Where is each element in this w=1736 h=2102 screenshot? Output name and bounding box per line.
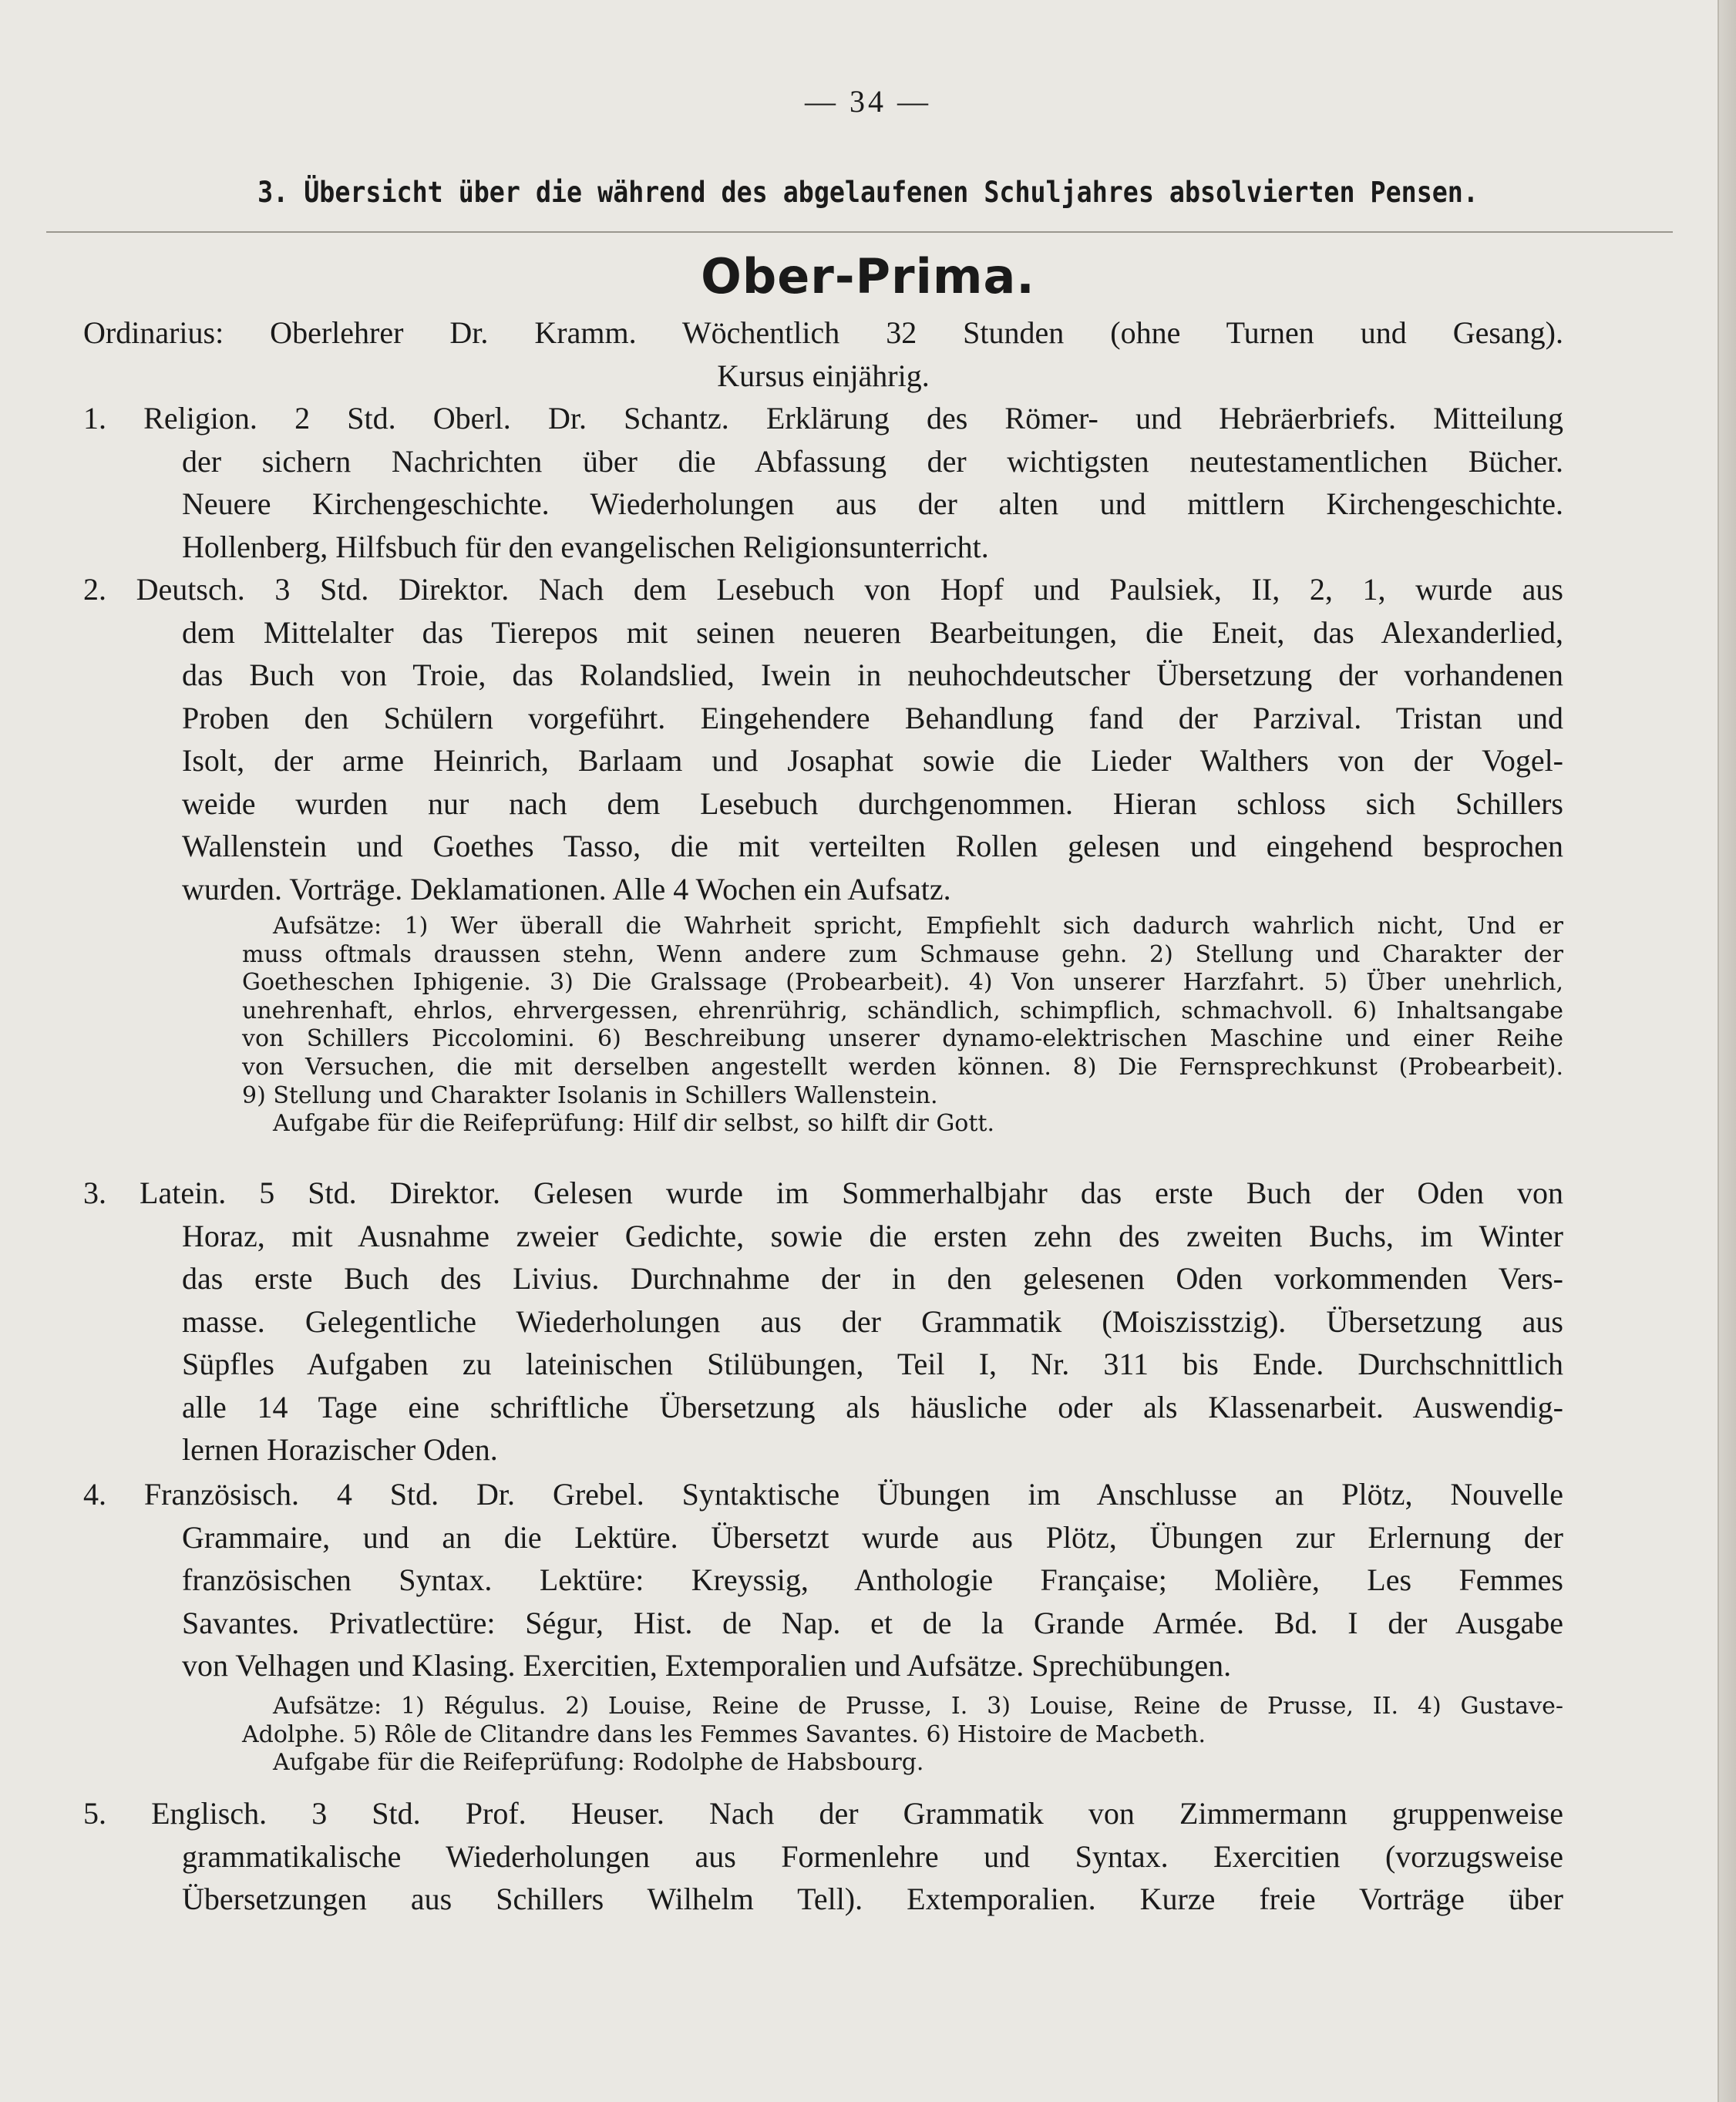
aufsatz-line: von Schillers Piccolomini. 6) Beschreibung unserer dynamo-elektrischen Maschine und einer Reihe <box>242 1025 1563 1053</box>
latein-line: alle 14 Tage eine schriftliche Übersetzung als häusliche oder als Klassenarbeit. Auswendig- <box>182 1389 1563 1424</box>
deutsch-aufsaetze <box>83 913 1563 1138</box>
latein-line: das erste Buch des Livius. Durchnahme der in den gelesenen Oden vorkommenden Vers- <box>182 1261 1563 1296</box>
religion-line: der sichern Nachrichten über die Abfassung der wichtigsten neutestamentlichen Bücher. <box>182 443 1563 479</box>
englisch-line: grammatikalische Wiederholungen aus Formenlehre und Syntax. Exercitien (vorzugsweise <box>182 1838 1563 1874</box>
franzoesisch-line: von Velhagen und Klasing. Exercitien, Extemporalien und Aufsätze. Sprechübungen. <box>182 1648 1232 1683</box>
section-title: 3. Übersicht über die während des abgelaufenen Schuljahres absolvierten Pensen. <box>257 176 1479 209</box>
latein-line: lernen Horazischer Oden. <box>182 1432 498 1467</box>
kursus-line: Kursus einjährig. <box>717 358 930 393</box>
aufsatz-line: Aufsätze: 1) Wer überall die Wahrheit spricht, Empfiehlt sich dadurch wahrlich nicht, Und er <box>273 913 1563 940</box>
deutsch-section <box>83 568 1563 910</box>
deutsch-line: weide wurden nur nach dem Lesebuch durchgenommen. Hieran schloss sich Schillers <box>182 785 1563 821</box>
franzoesisch-line: Savantes. Privatlectüre: Ségur, Hist. de Nap. et de la Grande Armée. Bd. I der Ausgabe <box>182 1605 1563 1640</box>
religion-line: Hollenberg, Hilfsbuch für den evangelischen Religionsunterricht. <box>182 529 989 564</box>
deutsch-line: Wallenstein und Goethes Tasso, die mit verteilten Rollen gelesen und eingehend besprochen <box>182 829 1563 863</box>
deutsch-line: wurden. Vorträge. Deklamationen. Alle 4 Wochen ein Aufsatz. <box>182 871 951 906</box>
franzoesisch-line: französischen Syntax. Lektüre: Kreyssig, Anthologie Française; Molière, Les Femmes <box>182 1562 1563 1597</box>
aufsatz-line: Adolphe. 5) Rôle de Clitandre dans les Femmes Savantes. 6) Histoire de Macbeth. <box>242 1720 1206 1748</box>
reifepruefung-line: Aufgabe für die Reifeprüfung: Hilf dir selbst, so hilft dir Gott. <box>273 1110 995 1138</box>
aufsatz-line: von Versuchen, die mit derselben angestellt werden können. 8) Die Fernsprechkunst (Probearbeit). <box>242 1053 1563 1081</box>
religion-line: Neuere Kirchengeschichte. Wiederholungen aus der alten und mittlern Kirchengeschichte. <box>182 486 1563 521</box>
ordinarius-line: Ordinarius: Oberlehrer Dr. Kramm. Wöchentlich 32 Stunden (ohne Turnen und Gesang). <box>83 315 1563 350</box>
aufsatz-line: muss oftmals draussen stehn, Wenn andere zum Schmause gehn. 2) Stellung und Charakter der <box>242 940 1563 968</box>
reifepruefung-line: Aufgabe für die Reifeprüfung: Rodolphe de Habsbourg. <box>273 1749 924 1777</box>
aufsatz-line: 9) Stellung und Charakter Isolanis in Schillers Wallenstein. <box>242 1081 938 1109</box>
franzoesisch-aufsaetze <box>83 1693 1563 1777</box>
franzoesisch-section <box>83 1473 1563 1687</box>
englisch-section <box>83 1792 1563 1921</box>
class-title: Ober-Prima. <box>701 248 1035 304</box>
aufsatz-line: Goetheschen Iphigenie. 3) Die Gralssage (Probearbeit). 4) Von unserer Harzfahrt. 5) Über unehrlich, <box>242 969 1563 997</box>
englisch-line: Übersetzungen aus Schillers Wilhelm Tell). Extemporalien. Kurze freie Vorträge über <box>182 1882 1563 1916</box>
latein-section <box>83 1172 1563 1471</box>
deutsch-line: dem Mittelalter das Tierepos mit seinen neueren Bearbeitungen, die Eneit, das Alexanderlied, <box>182 614 1563 650</box>
franzoesisch-line: Grammaire, und an die Lektüre. Übersetzt wurde aus Plötz, Übungen zur Erlernung der <box>182 1519 1563 1555</box>
ordinarius-block <box>83 311 1563 397</box>
religion-section <box>83 397 1563 568</box>
page-edge <box>1717 0 1736 2102</box>
aufsatz-line: Aufsätze: 1) Régulus. 2) Louise, Reine de Prusse, I. 3) Louise, Reine de Prusse, II. 4) Gustave- <box>273 1693 1563 1720</box>
aufsatz-line: unehrenhaft, ehrlos, ehrvergessen, ehrenrührig, schändlich, schimpflich, schmachvoll. 6) Inhaltsangabe <box>242 997 1563 1024</box>
latein-line: 3. Latein. 5 Std. Direktor. Gelesen wurde im Sommerhalbjahr das erste Buch der Oden von <box>83 1175 1563 1210</box>
divider <box>46 231 1673 233</box>
latein-line: Süpfles Aufgaben zu lateinischen Stilübungen, Teil I, Nr. 311 bis Ende. Durchschnittlich <box>182 1347 1563 1381</box>
deutsch-line: 2. Deutsch. 3 Std. Direktor. Nach dem Lesebuch von Hopf und Paulsiek, II, 2, 1, wurde aus <box>83 572 1563 607</box>
latein-line: masse. Gelegentliche Wiederholungen aus der Grammatik (Moiszisstzig). Übersetzung aus <box>182 1303 1563 1339</box>
franzoesisch-line: 4. Französisch. 4 Std. Dr. Grebel. Syntaktische Übungen im Anschlusse an Plötz, Nouvelle <box>83 1477 1563 1512</box>
latein-line: Horaz, mit Ausnahme zweier Gedichte, sowie die ersten zehn des zweiten Buchs, im Winter <box>182 1218 1563 1253</box>
deutsch-line: Proben den Schülern vorgeführt. Eingehendere Behandlung fand der Parzival. Tristan und <box>182 700 1563 735</box>
religion-line: 1. Religion. 2 Std. Oberl. Dr. Schantz. Erklärung des Römer- und Hebräerbriefs. Mitteilung <box>83 401 1563 436</box>
englisch-line: 5. Englisch. 3 Std. Prof. Heuser. Nach der Grammatik von Zimmermann gruppenweise <box>83 1796 1563 1831</box>
deutsch-line: Isolt, der arme Heinrich, Barlaam und Josaphat sowie die Lieder Walthers von der Vogel- <box>182 743 1563 778</box>
page-number: — 34 — <box>805 84 931 119</box>
deutsch-line: das Buch von Troie, das Rolandslied, Iwein in neuhochdeutscher Übersetzung der vorhandenen <box>182 658 1563 692</box>
